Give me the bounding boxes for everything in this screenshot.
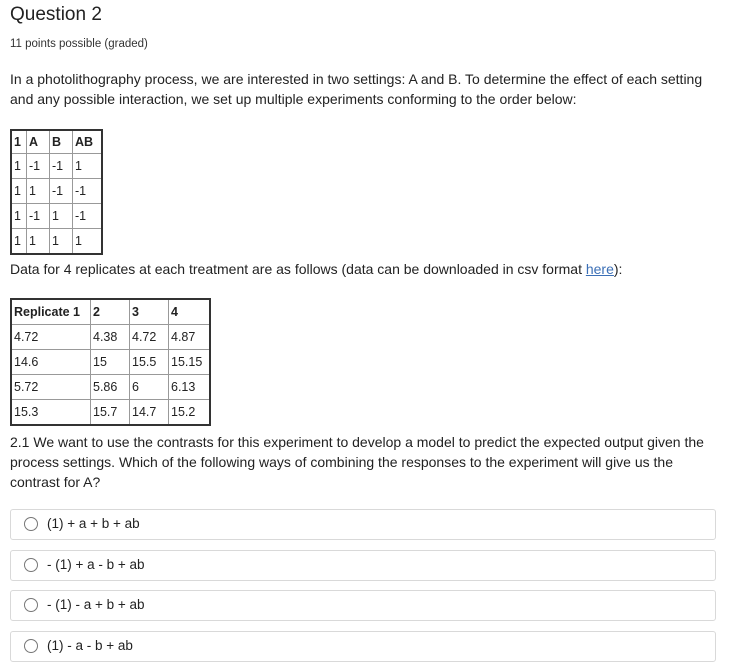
answer-option-label: (1) + a + b + ab [47,516,140,531]
data-description [10,261,622,277]
replicate-cell: 14.6 [11,350,91,375]
answer-option-4[interactable] [10,631,716,662]
replicate-header-cell: 2 [91,299,130,325]
points-label: 11 points possible (graded) [10,38,148,50]
replicate-header-cell: 3 [130,299,169,325]
replicate-cell: 4.72 [130,325,169,350]
replicate-header-cell: Replicate 1 [11,299,91,325]
replicate-cell: 15.7 [91,400,130,426]
replicate-cell: 4.87 [169,325,211,350]
replicate-header-cell: 4 [169,299,211,325]
design-cell: 1 [27,179,50,204]
design-cell: 1 [11,229,27,255]
design-header-cell: AB [73,130,103,154]
design-cell: 1 [50,229,73,255]
replicate-cell: 6 [130,375,169,400]
answer-option-2[interactable] [10,550,716,581]
table-row [11,229,102,255]
answer-option-label: - (1) - a + b + ab [47,597,145,612]
design-cell: 1 [50,204,73,229]
radio-button[interactable] [24,517,38,531]
replicate-cell: 15.2 [169,400,211,426]
question-title: Question 2 [10,4,102,25]
design-cell: -1 [27,204,50,229]
design-cell: -1 [73,179,103,204]
replicate-cell: 14.7 [130,400,169,426]
design-cell: 1 [73,154,103,179]
design-cell: -1 [73,204,103,229]
replicate-header-row [11,299,210,325]
replicate-cell: 15.5 [130,350,169,375]
radio-button[interactable] [24,639,38,653]
question-intro: In a photolithography process, we are interested in two settings: A and B. To determine the effect of each setting and any possible interaction, we set up multiple experiments conforming to the order below: [10,71,703,107]
answer-option-label: - (1) + a - b + ab [47,557,145,572]
design-cell: -1 [50,154,73,179]
answer-option-3[interactable] [10,590,716,621]
radio-button[interactable] [24,558,38,572]
design-cell: 1 [73,229,103,255]
design-cell: -1 [27,154,50,179]
data-description-text: Data for 4 replicates at each treatment are as follows (data can be downloaded in csv format [10,261,586,277]
replicate-cell: 4.38 [91,325,130,350]
design-header-cell: A [27,130,50,154]
design-header-row [11,130,102,154]
csv-download-link[interactable]: here [585,261,614,277]
answer-option-label: (1) - a - b + ab [47,638,133,653]
table-row [11,204,102,229]
table-row [11,400,210,426]
table-row [11,179,102,204]
design-header-cell: 1 [11,130,27,154]
answer-option-1[interactable] [10,509,716,540]
replicate-cell: 6.13 [169,375,211,400]
subquestion-text: 2.1 We want to use the contrasts for this experiment to develop a model to predict the expected output given the process settings. Which of the following ways of combining the responses to the experiment will give us the contrast for A? [10,434,704,490]
replicate-cell: 5.72 [11,375,91,400]
table-row [11,350,210,375]
replicate-cell: 15 [91,350,130,375]
design-cell: 1 [11,154,27,179]
replicate-cell: 4.72 [11,325,91,350]
table-row [11,325,210,350]
design-table [10,129,103,255]
data-description-end: ): [613,261,623,277]
replicate-cell: 5.86 [91,375,130,400]
design-cell: 1 [27,229,50,255]
replicate-table [10,298,211,426]
table-row [11,375,210,400]
design-cell: 1 [11,204,27,229]
radio-button[interactable] [24,598,38,612]
table-row [11,154,102,179]
design-cell: 1 [11,179,27,204]
design-header-cell: B [50,130,73,154]
replicate-cell: 15.3 [11,400,91,426]
design-cell: -1 [50,179,73,204]
replicate-cell: 15.15 [169,350,211,375]
